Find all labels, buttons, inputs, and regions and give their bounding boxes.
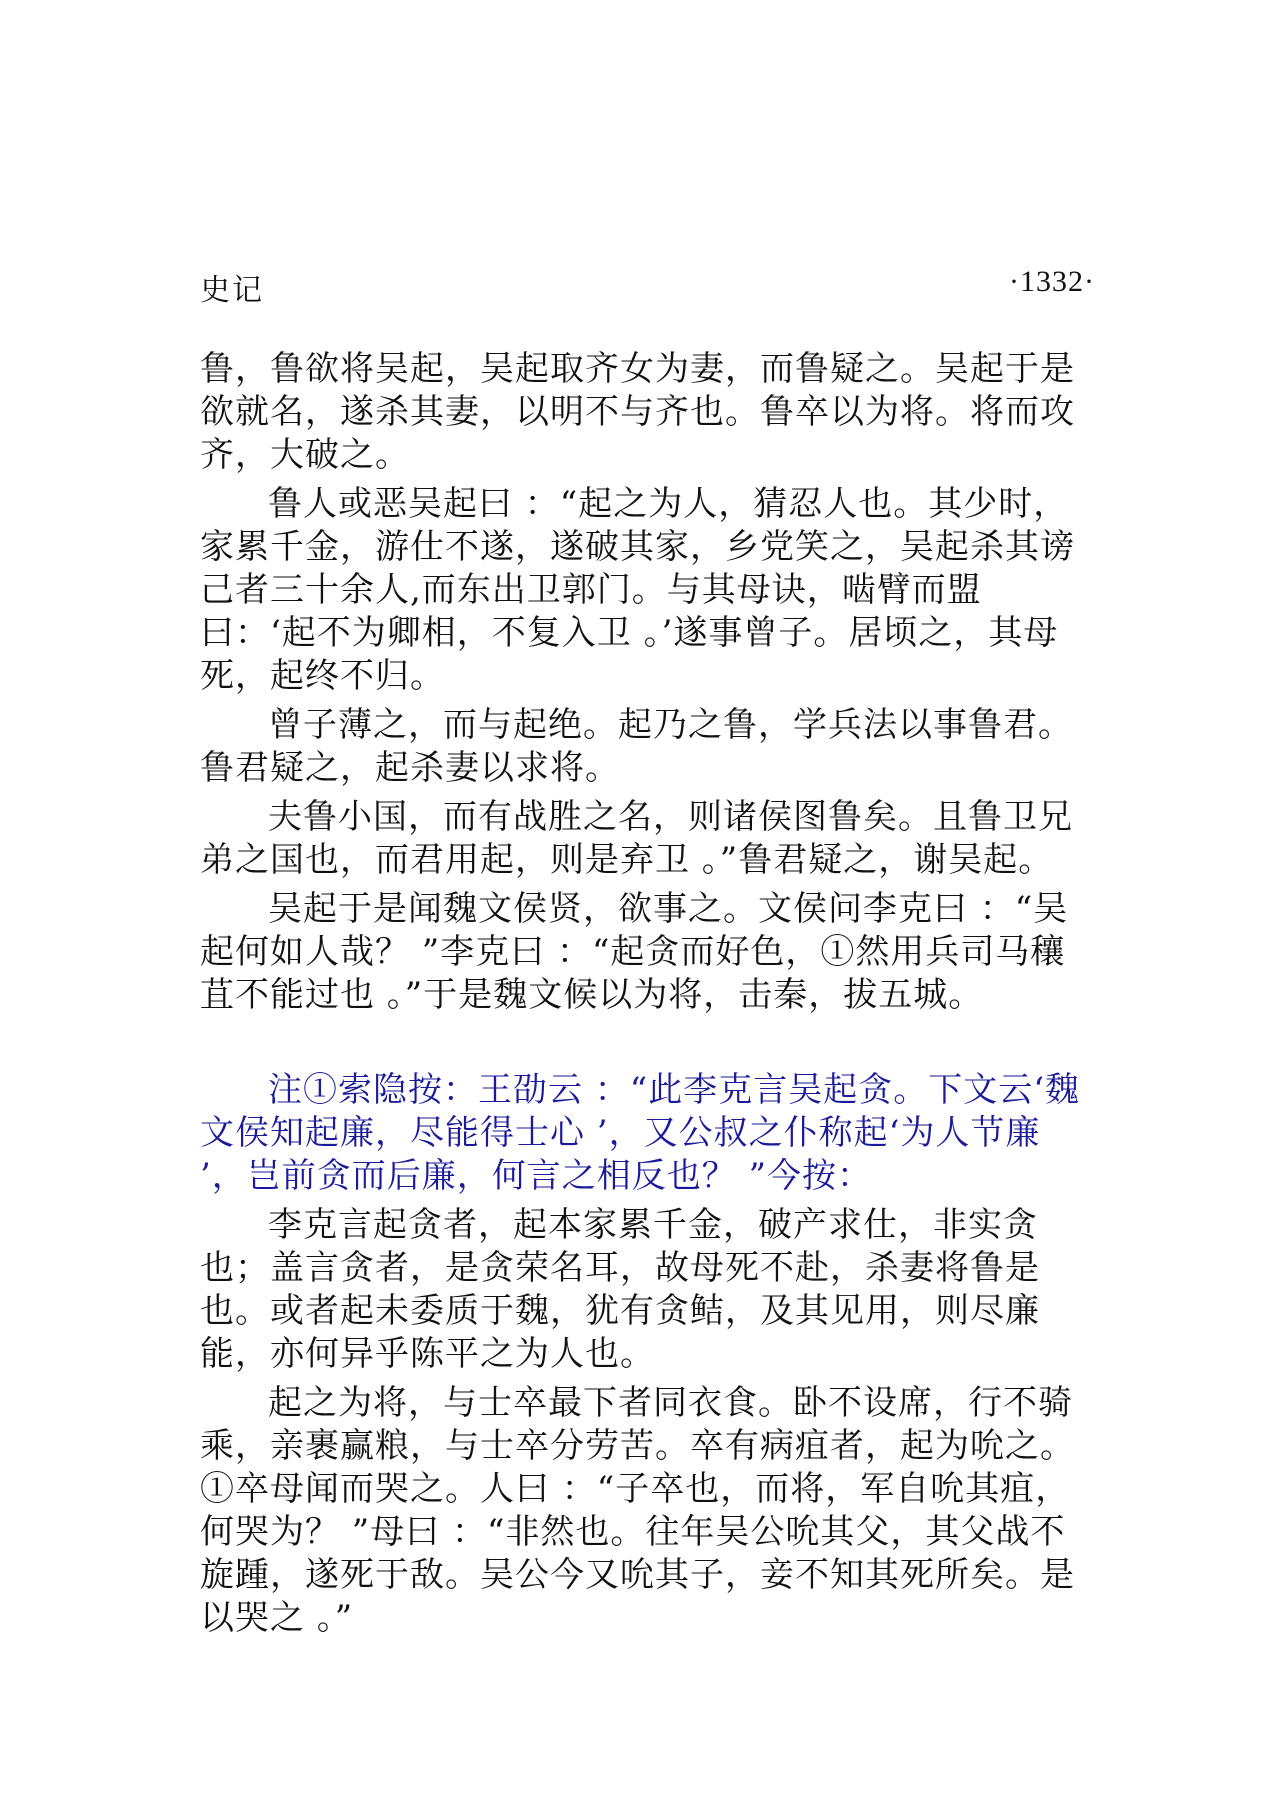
body-paragraph: 鲁，鲁欲将吴起，吴起取齐女为妻，而鲁疑之。吴起于是欲就名，遂杀其妻，以明不与齐也。鲁卒以为将。将而攻齐，大破之。	[200, 349, 1075, 475]
body-paragraph: 曾子薄之，而与起绝。起乃之鲁，学兵法以事鲁君。鲁君疑之，起杀妻以求将。	[200, 705, 1073, 788]
page-content	[200, 348, 1097, 1646]
body-paragraph: 夫鲁小国，而有战胜之名，则诸侯图鲁矣。且鲁卫兄弟之国也，而君用起，则是弃卫 。”鲁君疑之，谢吴起。	[200, 797, 1073, 880]
body-paragraph: 起之为将，与士卒最下者同衣食。卧不设席，行不骑乘，亲裹赢粮，与士卒分劳苦。卒有病疽者，起为吮之。①卒母闻而哭之。人曰 ：“子卒也，而将，军自吮其疽，何哭为？ ”母曰 ：“非然也。往年吴公吮其父，其父战不旋踵，遂死于敌。吴公今又吮其子，妾不知其死所矣。是以哭之 。”	[200, 1383, 1075, 1638]
body-paragraph: 李克言起贪者，起本家累千金，破产求仕，非实贪也；盖言贪者，是贪荣名耳，故母死不赴，杀妻将鲁是也。或者起未委质于魏，犹有贪鲒，及其见用，则尽廉能，亦何异乎陈平之为人也。	[200, 1205, 1040, 1374]
page-number: ·1332·	[1009, 265, 1095, 298]
annotation-note: 注①索隐按：王劭云 ：“此李克言吴起贪。下文云‘魏文侯知起廉，尽能得士心 ’，又公叔之仆称起‘为人节廉 ’，岂前贪而后廉，何言之相反也？ ”今按：	[200, 1070, 1080, 1196]
page-header	[200, 265, 1095, 308]
body-paragraph: 吴起于是闻魏文侯贤，欲事之。文侯问李克曰 ：“吴起何如人哉？ ”李克曰 ：“起贪而好色，①然用兵司马穰苴不能过也 。”于是魏文候以为将，击秦，拔五城。	[200, 889, 1069, 1015]
body-paragraph: 鲁人或恶吴起曰 ：“起之为人，猜忍人也。其少时，家累千金，游仕不遂，遂破其家，乡党笑之，吴起杀其谤己者三十余人,而东出卫郭门。与其母诀，啮臂而盟曰：‘起不为卿相，不复入卫 。’遂事曾子。居顷之，其母死，起终不归。	[200, 484, 1075, 696]
book-title: 史记	[200, 273, 264, 308]
